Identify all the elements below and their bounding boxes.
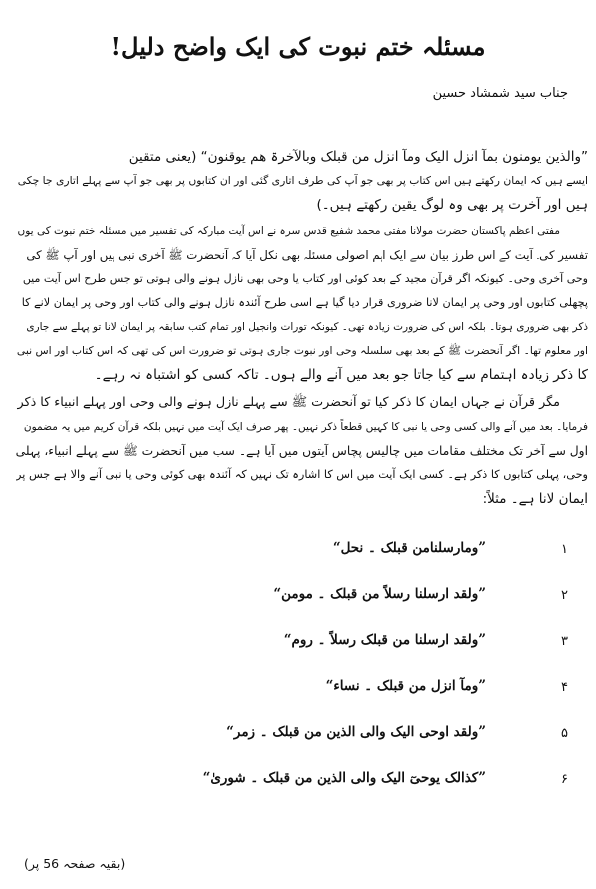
verse-number: ۳ bbox=[561, 634, 568, 649]
body-line: فرمایا۔ بعد میں آنے والی کسی وحی یا نبی کا کہیں قطعاً ذکر نہیں۔ پھر صرف ایک آیت میں نہیں بلکہ قرآن کریم میں یہ مضمون bbox=[23, 421, 588, 433]
verse-number: ۲ bbox=[561, 588, 568, 603]
article-title: مسئلہ ختم نبوت کی ایک واضح دلیل! bbox=[110, 32, 486, 61]
body-line: ذکر بھی ضروری ہوتا۔ بلکہ اس کی ضرورت زیادہ تھی۔ کیونکہ تورات وانجیل اور تمام کتب سابقہ پر ایمان لانا تو پہلے سے جاری bbox=[26, 321, 588, 333]
body-line: مفتی اعظم پاکستان حضرت مولانا مفتی محمد شفیع قدس سرہ نے اس آیت مبارکہ کی تفسیر میں مسئلہ ختم نبوت کی یوں bbox=[17, 225, 560, 237]
body-line: ”والذین یومنون بمآ انزل الیک ومآ انزل من قبلک وبالآخرۃ ھم یوقنون“ (یعنی متقین bbox=[128, 149, 588, 165]
verse-number: ۱ bbox=[561, 542, 568, 557]
body-line: مگر قرآن نے جہاں ایمان کا ذکر کیا تو آنحضرت ﷺ سے پہلے نازل ہونے والی وحی اور پہلے انبیاء کا ذکر bbox=[17, 395, 560, 410]
body-line: ایسے ہیں کہ ایمان رکھتے ہیں اس کتاب پر بھی جو آپ کی طرف اتاری گئی اور ان کتابوں پر بھی جو آپ سے پہلے اتاری جا چکی bbox=[17, 174, 588, 187]
verse-text: ”ومآ انزل من قبلک ۔ نساء“ bbox=[325, 678, 486, 694]
body-line: اور معلوم تھا۔ اگر آنحضرت ﷺ کے بعد بھی سلسلہ وحی اور نبوت جاری ہوتی تو ضرورت اس کی تھی کہ اس کتاب اور اس نبی bbox=[16, 344, 588, 357]
body-line: کا ذکر زیادہ اہتمام سے کیا جاتا جو بعد میں آنے والے ہوں۔ تاکہ کسی کو اشتباہ نہ رہے۔ bbox=[94, 367, 588, 383]
body-line: تفسیر کی۔ آیت کے اس طرز بیان سے ایک اہم اصولی مسئلہ بھی نکل آیا کہ آنحضرت ﷺ آخری نبی ہیں اور آپ ﷺ کی bbox=[26, 248, 588, 262]
body-line: ایمان لانا ہے۔ مثلاً: bbox=[482, 491, 588, 507]
body-line: ہیں اور آخرت پر بھی وہ لوگ یقین رکھتے ہیں۔) bbox=[316, 197, 588, 213]
body-line: پچھلی کتابوں اور وحی پر ایمان لانا ضروری قرار دیا گیا ہے اسی طرح آئندہ نازل ہونے والی کتاب اور وحی پر ایمان لانے کا bbox=[21, 296, 588, 309]
verse-text: ”کذالک یوحیٓ الیک والی الذین من قبلک ۔ شوریٰ“ bbox=[202, 770, 486, 786]
author-byline: جناب سید شمشاد حسین bbox=[432, 86, 568, 101]
continuation-note: (بقیہ صفحہ 56 پر) bbox=[24, 856, 126, 871]
body-line: وحی آخری وحی۔ کیونکہ اگر قرآن مجید کے بعد کوئی اور کتاب یا وحی بھی نازل ہونے والی ہوتی تو جس طرح اس آیت میں bbox=[22, 272, 588, 285]
verse-text: ”ولقد ارسلنا رسلاً من قبلک ۔ مومن“ bbox=[273, 586, 486, 602]
verse-number: ۴ bbox=[561, 680, 568, 695]
verse-number: ۵ bbox=[561, 726, 568, 741]
verse-number: ۶ bbox=[561, 772, 568, 787]
verse-text: ”ولقد اوحی الیک والی الذین من قبلک ۔ زمر“ bbox=[226, 724, 486, 740]
body-line: وحی، پہلی کتابوں کا ذکر ہے۔ کسی ایک آیت میں اس کا اشارہ تک نہیں کہ آئندہ بھی کوئی وحی یا نبی آنے والا ہے جس پر bbox=[16, 468, 588, 481]
verse-text: ”ولقد ارسلنا من قبلک رسلاً ۔ روم“ bbox=[283, 632, 486, 648]
verse-text: ”ومارسلنامن قبلک ۔ نحل“ bbox=[332, 540, 486, 556]
body-line: اول سے آخر تک مختلف مقامات میں چالیس پچاس آیتوں میں آیا ہے۔ سب میں آنحضرت ﷺ سے پہلے انبیاء، پہلی bbox=[16, 444, 588, 458]
